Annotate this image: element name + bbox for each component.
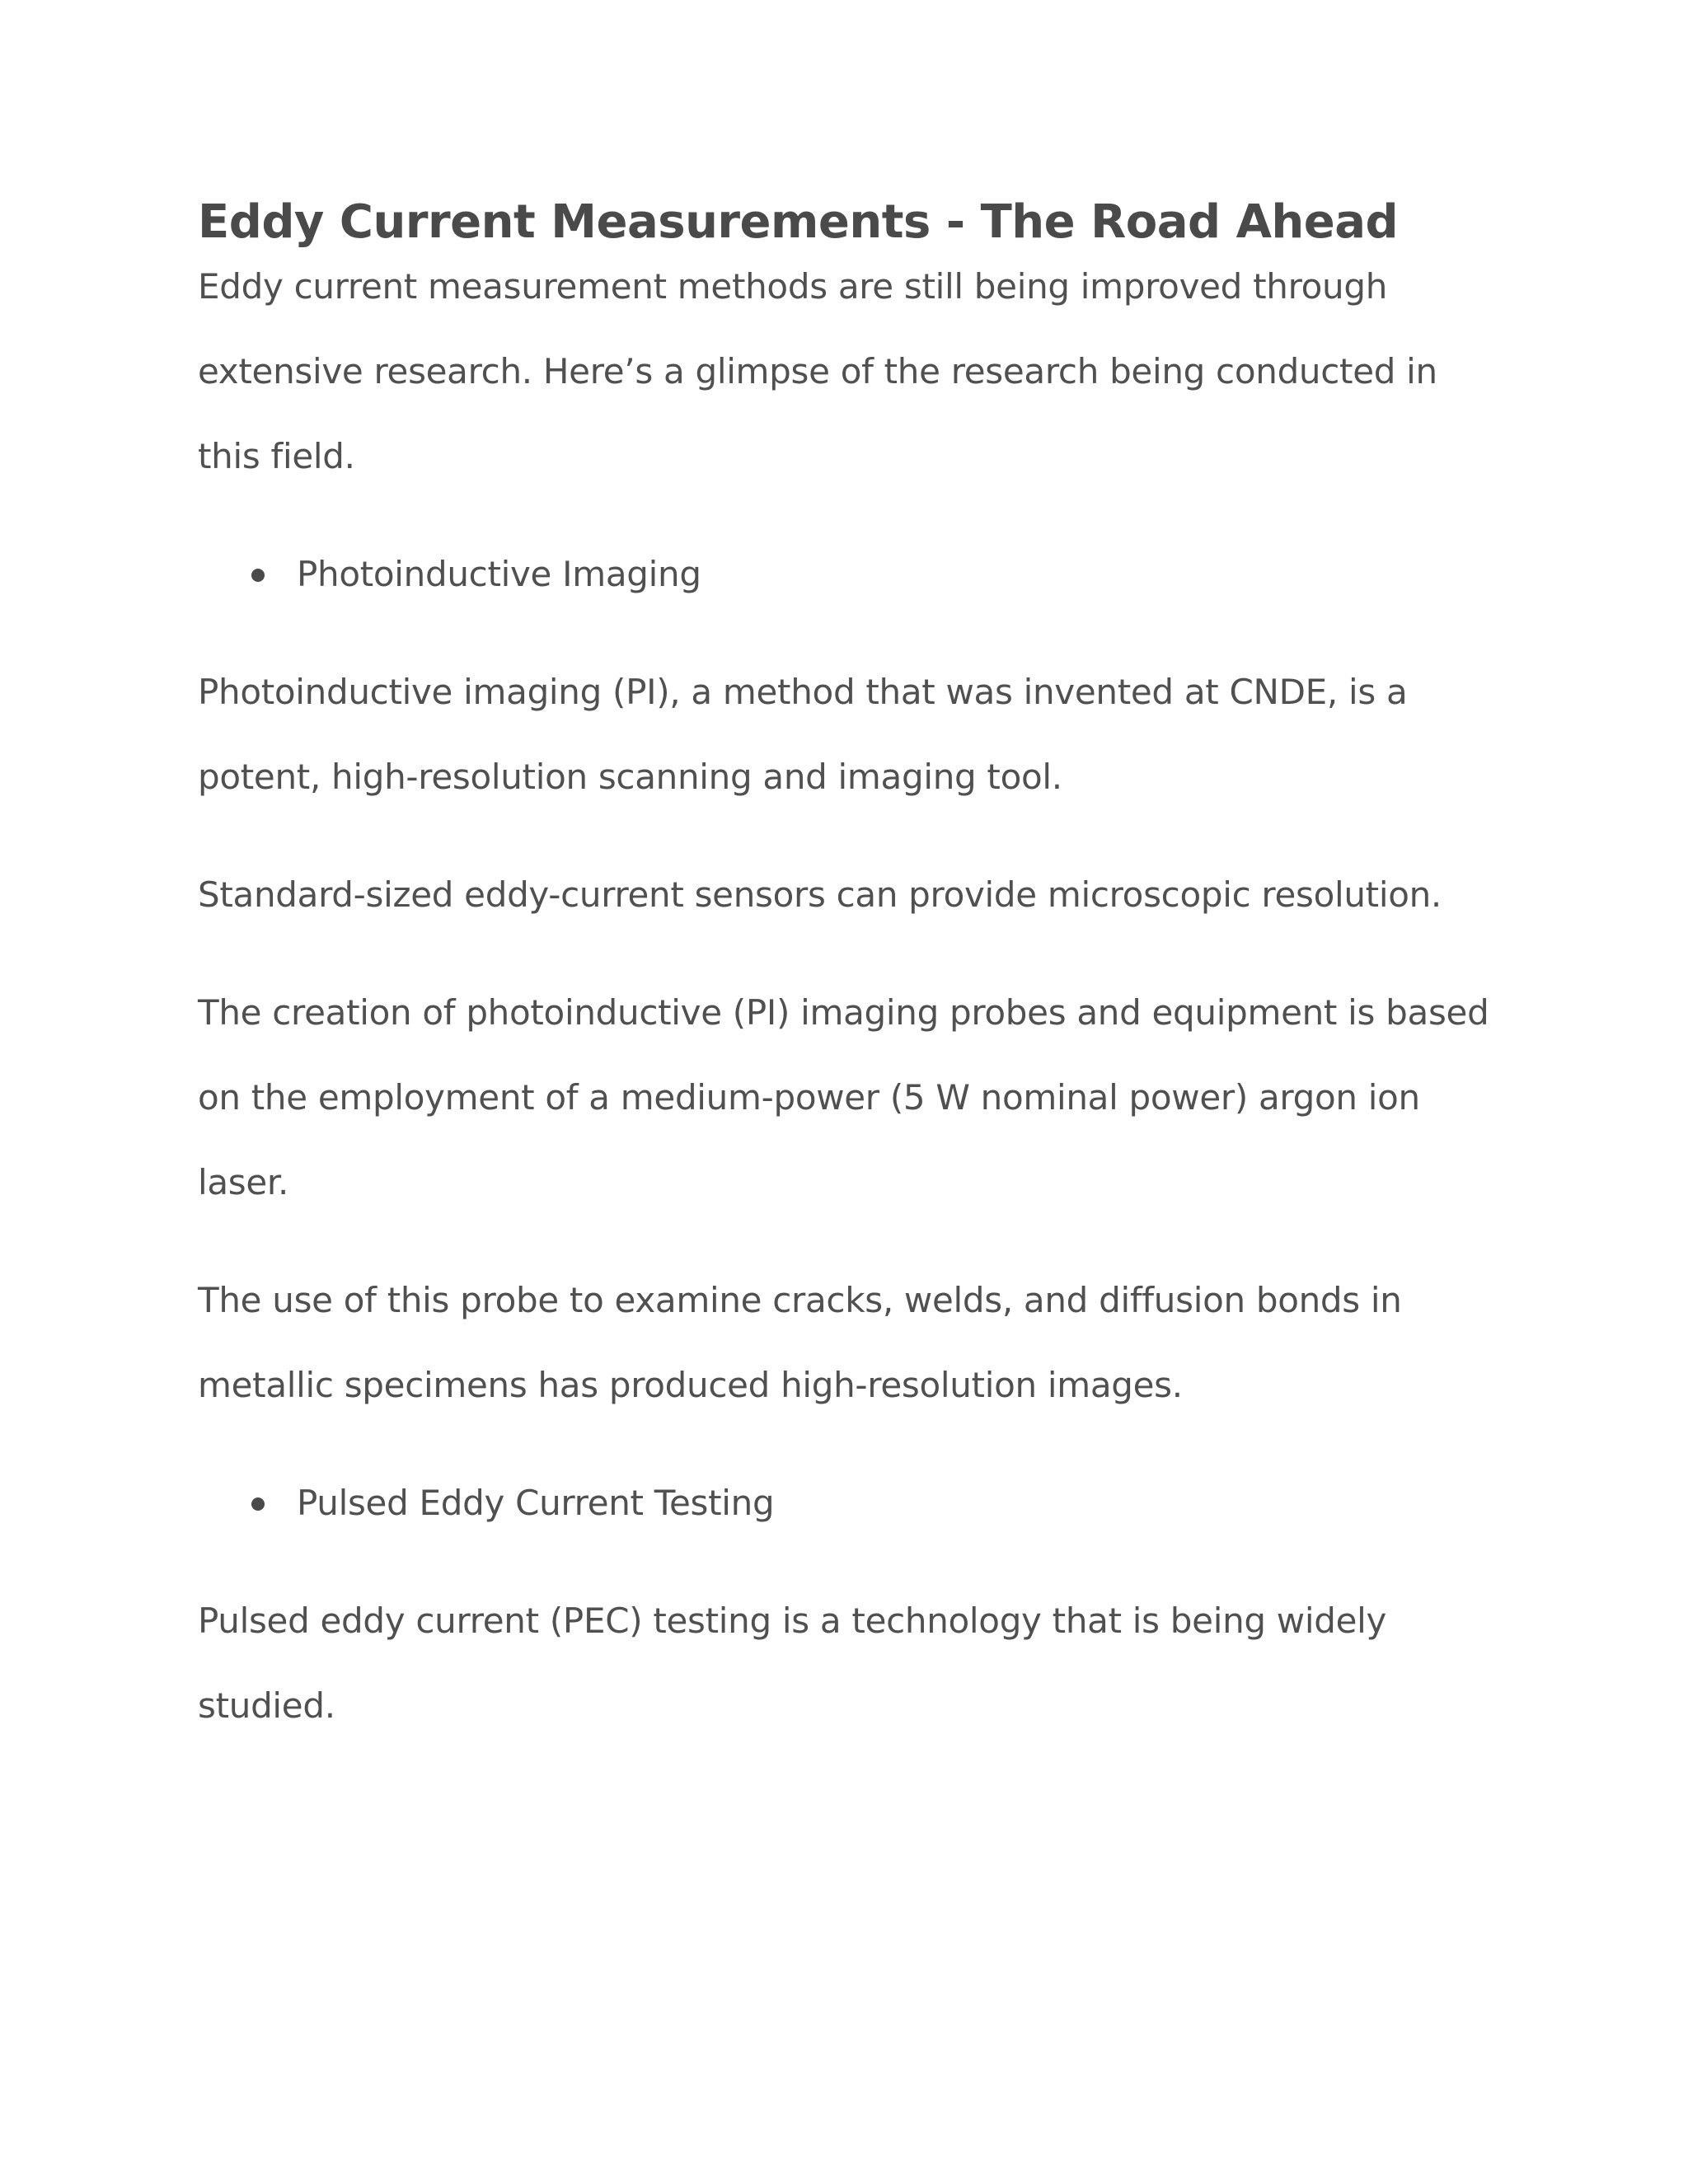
paragraph: Pulsed eddy current (PEC) testing is a technology that is being widely studied. bbox=[198, 1601, 1387, 1726]
bullet-text: Photoinductive Imaging bbox=[297, 554, 701, 594]
page-title: Eddy Current Measurements - The Road Ahead bbox=[198, 195, 1399, 249]
list-item bbox=[198, 1460, 1500, 1545]
bullet-text: Pulsed Eddy Current Testing bbox=[297, 1483, 775, 1523]
paragraph: The use of this probe to examine cracks, welds, and diffusion bonds in metallic specimens has produced high-resolution images. bbox=[198, 1280, 1402, 1405]
list-item bbox=[198, 532, 1500, 616]
intro-paragraph: Eddy current measurement methods are still being improved through extensive research. Here’s a glimpse of the research being conducted in this field. bbox=[198, 266, 1437, 476]
paragraph: The creation of photoinductive (PI) imaging probes and equipment is based on the employment of a medium-power (5 W nominal power) argon ion laser. bbox=[198, 992, 1489, 1202]
bullet-dot-icon bbox=[251, 1497, 265, 1511]
bullet-list-2 bbox=[198, 1460, 1500, 1545]
paragraph: Photoinductive imaging (PI), a method that was invented at CNDE, is a potent, high-resolution scanning and imaging tool. bbox=[198, 672, 1408, 797]
bullet-dot-icon bbox=[251, 569, 265, 582]
paragraph: Standard-sized eddy-current sensors can provide microscopic resolution. bbox=[198, 874, 1442, 915]
bullet-list-1 bbox=[198, 532, 1500, 616]
document-page bbox=[198, 190, 1500, 1781]
